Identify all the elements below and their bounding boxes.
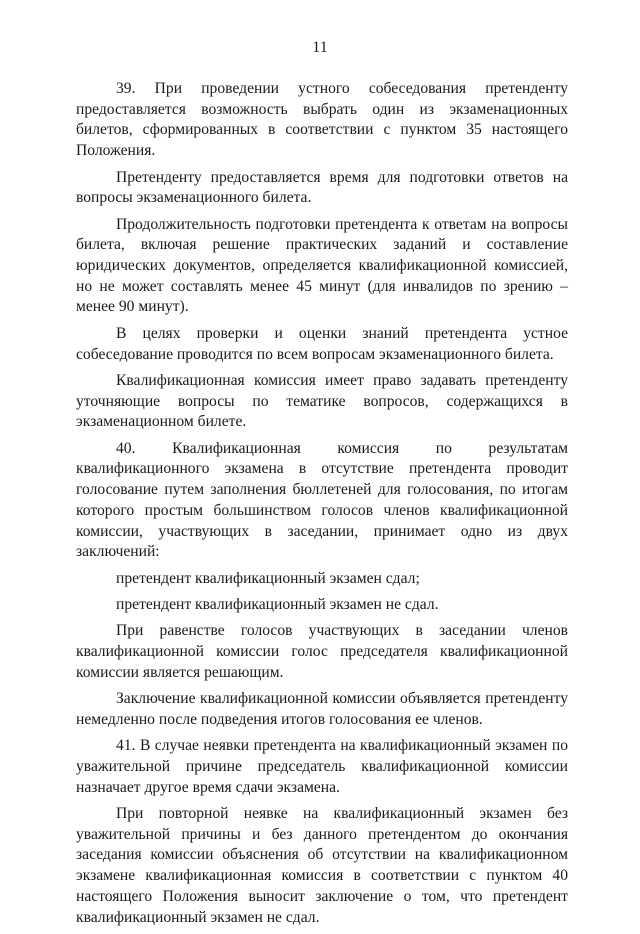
paragraph-conclusion-failed: претендент квалификационный экзамен не сдал. bbox=[116, 595, 439, 613]
paragraph-39-ticket-choice: 39. При проведении устного собеседования претенденту предоставляется возможность выбрать один из экзаменационных билетов, сформированных в соответствии с пунктом 35 настоящего Положения. bbox=[76, 80, 568, 160]
paragraph-repeated-absence: При повторной неявке на квалификационный экзамен без уважительной причины и без данного претендентом до окончания заседания комиссии объяснения об отсутствии на квалификационном экзамене квалификационная комиссия в соответствии с пунктом 40 настоящего Положения выносит заключение о том, что претендент квалификационный экзамен не сдал. bbox=[76, 805, 568, 926]
paragraph-40-voting: 40. Квалификационная комиссия по результатам квалификационного экзамена в отсутствие претендента проводит голосование путем заполнения бюллетеней для голосования, по итогам которого простым большинством голосов членов квалификационной комиссии, участвующих в заседании, принимает одно из двух заключений: bbox=[76, 439, 568, 561]
paragraph-interview-scope: В целях проверки и оценки знаний претендента устное собеседование проводится по всем вопросам экзаменационного билета. bbox=[76, 324, 568, 363]
paragraph-preparation-duration: Продолжительность подготовки претендента к ответам на вопросы билета, включая решение практических заданий и составление юридических документов, определяется квалификационной комиссией, но не может составлять менее 45 минут (для инвалидов по зрению – менее 90 минут). bbox=[76, 215, 568, 316]
paragraph-41-absence: 41. В случае неявки претендента на квалификационный экзамен по уважительной причине председатель квалификационной комиссии назначает другое время сдачи экзамена. bbox=[76, 737, 568, 796]
paragraph-announcement: Заключение квалификационной комиссии объявляется претенденту немедленно после подведения итогов голосования ее членов. bbox=[76, 690, 568, 728]
document-body bbox=[76, 79, 568, 934]
paragraph-conclusion-passed: претендент квалификационный экзамен сдал; bbox=[116, 569, 420, 587]
paragraph-clarifying-questions: Квалификационная комиссия имеет право задавать претенденту уточняющие вопросы по тематике вопросов, содержащихся в экзаменационном билете. bbox=[76, 371, 568, 431]
paragraph-preparation-time: Претенденту предоставляется время для подготовки ответов на вопросы экзаменационного билета. bbox=[76, 168, 568, 207]
page-number: 11 bbox=[312, 39, 328, 56]
paragraph-tie-vote: При равенстве голосов участвующих в заседании членов квалификационной комиссии голос председателя квалификационной комиссии является решающим. bbox=[76, 622, 568, 681]
